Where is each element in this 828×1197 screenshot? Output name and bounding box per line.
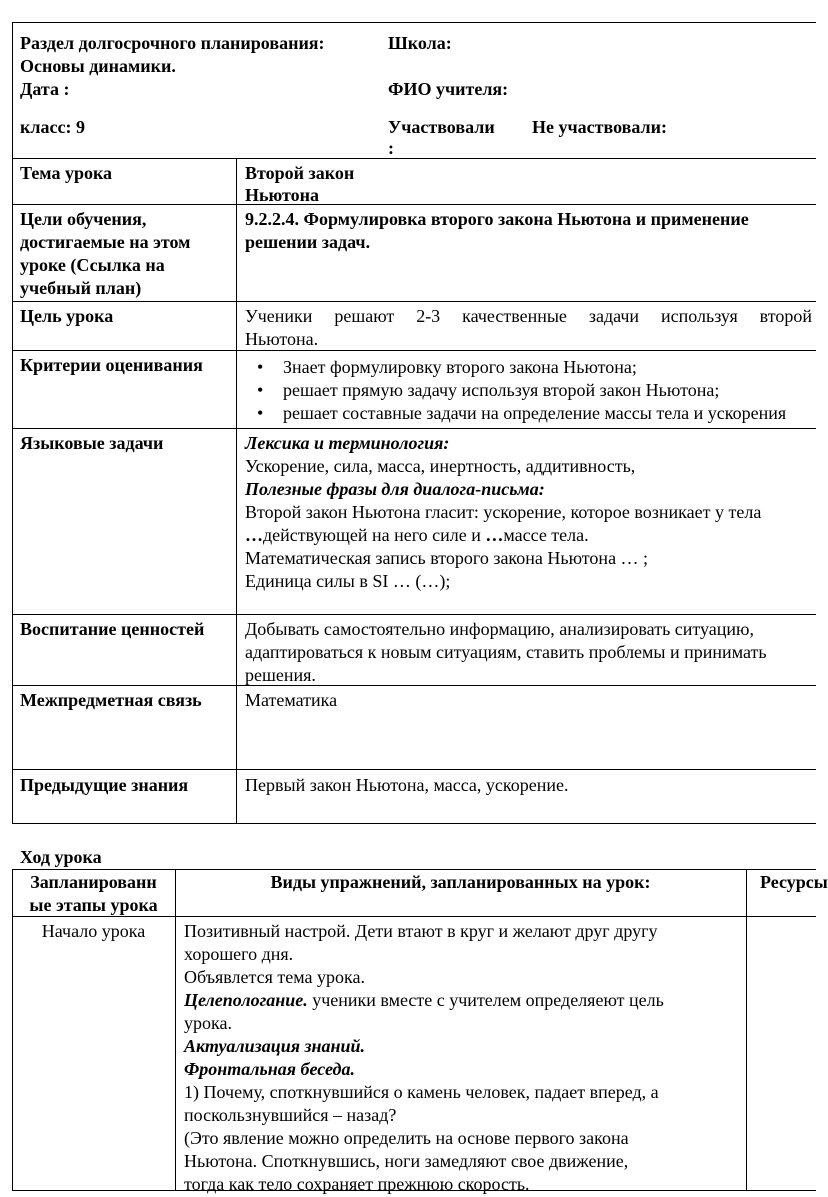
activity-line [184,989,744,1012]
table-row-divider [12,158,816,159]
criteria-list [241,356,816,425]
table-column-divider [746,869,747,1190]
table-row-divider [12,769,816,770]
class-label: класс: 9 [20,117,85,137]
table-column-divider [175,869,176,1190]
activity-heading: Актуализация знаний. [184,1036,366,1056]
table-row-divider [12,301,816,302]
criteria-label: Критерии оценивания [20,355,203,375]
objectives-label: уроке (Ссылка на [20,255,165,275]
lesson-goal-label: Цель урока [20,306,114,326]
objectives-label: достигаемые на этом [20,232,191,252]
col-header-text: ые этапы урока [29,895,158,915]
criteria-item: • Знает формулировку второго закона Ньютона; [241,356,816,379]
objectives-label: Цели обучения, [20,209,147,229]
criteria-item: • решает прямую задачу используя второй закон Ньютона; [241,379,816,402]
phrase-text: Единица силы в SI … (…); [245,571,451,591]
phrases-title: Полезные фразы для диалога-письма: [245,479,545,499]
section-label: Раздел долгосрочного планирования: [20,33,325,53]
phrase-text: Математическая запись второго закона Ньютона … ; [245,548,649,568]
activity-line: 1) Почему, споткнувшийся о камень человек, падает вперед, а [184,1082,659,1102]
values-text: решения. [245,665,316,685]
table-row-divider [12,204,816,205]
teacher-label: ФИО учителя: [388,79,509,99]
table-border-left [12,869,13,1190]
activity-line: тогда как тело сохраняет прежнюю скорость. [184,1174,530,1194]
date-label: Дата : [20,79,70,99]
prior-knowledge-label: Предыдущие знания [20,775,189,795]
activity-line: поскользнувшийся – назад? [184,1105,397,1125]
activity-line: хорошего дня. [184,944,294,964]
table-row-divider [12,614,816,615]
table-row-divider [12,685,816,686]
table-row-divider [12,350,816,351]
participated-label: Участвовали [388,117,495,137]
interdisciplinary-value: Математика [245,690,338,710]
stage-start: Начало урока [41,921,146,941]
vocab-text: Ускорение, сила, масса, инертность, аддитивность, [245,456,636,476]
objectives-label: учебный план) [20,278,142,298]
table-column-divider [236,158,237,823]
phrase-fragment: действующей на него силе и [263,525,486,545]
not-participated-label: Не участвовали: [532,117,667,137]
vocab-title: Лексика и терминология: [245,433,450,453]
table-border-top [12,22,816,23]
table-border-top [12,869,816,870]
lesson-goal-value: Ньютона. [245,329,319,349]
activity-line: (Это явление можно определить на основе первого закона [184,1128,629,1148]
participated-colon: : [388,138,394,158]
topic-value: Ньютона [245,185,320,205]
values-text: адаптироваться к новым ситуациям, ставить проблемы и принимать [245,642,767,662]
language-content [245,432,816,593]
activities-content [184,920,744,1196]
phrase-text [245,524,816,547]
section-value: Основы динамики. [20,56,176,76]
objectives-value: 9.2.2.4. Формулировка второго закона Ньютона и применение [245,209,749,229]
interdisciplinary-label: Межпредметная связь [20,690,202,710]
activity-line: урока. [184,1013,232,1033]
lesson-goal-value: Ученики решают 2-3 качественные задачи используя второй [245,306,812,326]
activity-line: Объявлется тема урока. [184,967,365,987]
table-row-divider [12,428,816,429]
col-header-stages [12,871,175,917]
phrase-fragment: массе тела. [503,525,589,545]
col-header-resources: Ресурсы [760,872,828,892]
table-border-bottom [12,823,816,824]
objectives-value: решении задач. [245,232,371,252]
col-header-text: Запланированн [30,872,157,892]
blank-dots: … [245,525,263,545]
phrase-text: Второй закон Ньютона гласит: ускорение, которое возникает у тела [245,502,762,522]
language-label: Языковые задачи [20,433,164,453]
criteria-item: • решает составные задачи на определение массы тела и ускорения [241,402,816,425]
topic-label: Тема урока [20,163,113,183]
goal-setting-term: Целепологание. [184,990,308,1010]
activity-line: Ньютона. Споткнувшись, ноги замедляют свое движение, [184,1151,629,1171]
table-border-left [12,22,13,823]
activity-fragment: ученики вместе с учителем определяеют цель [307,990,664,1010]
lesson-flow-title: Ход урока [20,847,102,867]
blank-dots: … [485,525,504,545]
values-label: Воспитание ценностей [20,619,205,639]
activity-heading: Фронтальная беседа. [184,1059,355,1079]
prior-knowledge-value: Первый закон Ньютона, масса, ускорение. [245,775,569,795]
col-header-activities: Виды упражнений, запланированных на урок: [270,872,651,892]
topic-value: Второй закон [245,163,355,183]
school-label: Школа: [388,33,452,53]
activity-line: Позитивный настрой. Дети втают в круг и желают друг другу [184,921,658,941]
values-text: Добывать самостоятельно информацию, анализировать ситуацию, [245,619,754,639]
